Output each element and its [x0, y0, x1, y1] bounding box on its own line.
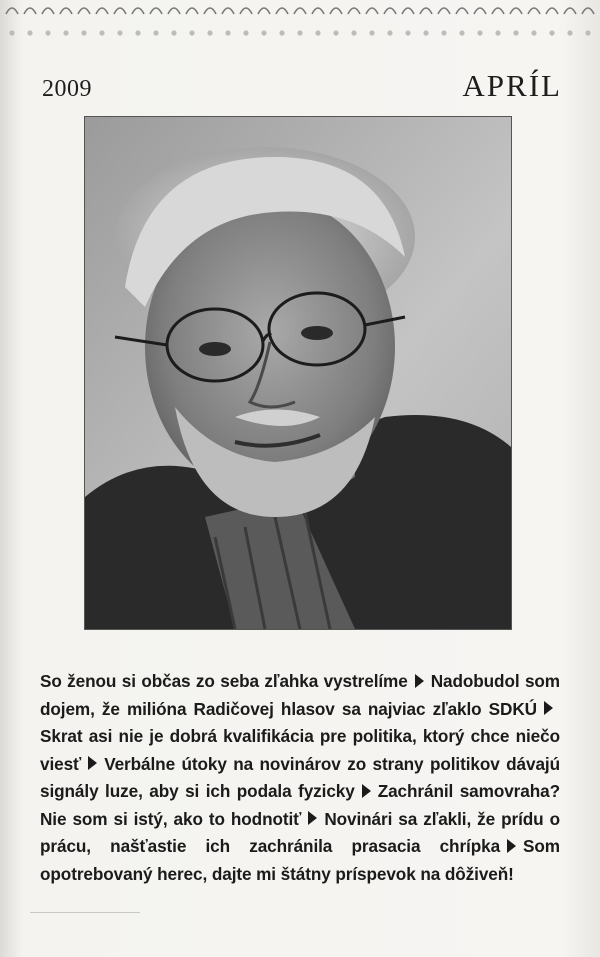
portrait-photo [84, 116, 512, 630]
footer-rule [30, 912, 140, 913]
portrait-image [85, 117, 511, 629]
separator-arrow-icon [544, 701, 553, 715]
quote-1: So ženou si občas zo seba zľahka vystrelíme [40, 671, 408, 691]
month-title: APRÍL [462, 68, 562, 103]
year-label: 2009 [42, 76, 92, 102]
quote-6: Novinári sa zľakli, že prídu o prácu, našťastie ich zachránila prasacia chrípka [40, 808, 560, 856]
separator-arrow-icon [308, 811, 317, 825]
quote-2: Nadobudol som dojem, že milióna Radičovej hlasov sa najviac zľaklo SDKÚ [40, 671, 560, 719]
quote-5: Zachránil samovraha? Nie som si istý, ako to hodnotiť [40, 781, 560, 829]
quote-7: Som opotrebovaný herec, dajte mi štátny príspevok na dôživeň! [40, 836, 560, 884]
separator-arrow-icon [362, 784, 371, 798]
quotes-paragraph [40, 668, 560, 888]
separator-arrow-icon [88, 756, 97, 770]
quote-4: Verbálne útoky na novinárov zo strany politikov dávajú signály luze, aby si ich podala fyzicky [40, 753, 560, 801]
separator-arrow-icon [415, 674, 424, 688]
separator-arrow-icon [507, 839, 516, 853]
spiral-binding [0, 0, 600, 44]
quote-3: Skrat asi nie je dobrá kvalifikácia pre politika, ktorý chce niečo viesť [40, 726, 560, 774]
